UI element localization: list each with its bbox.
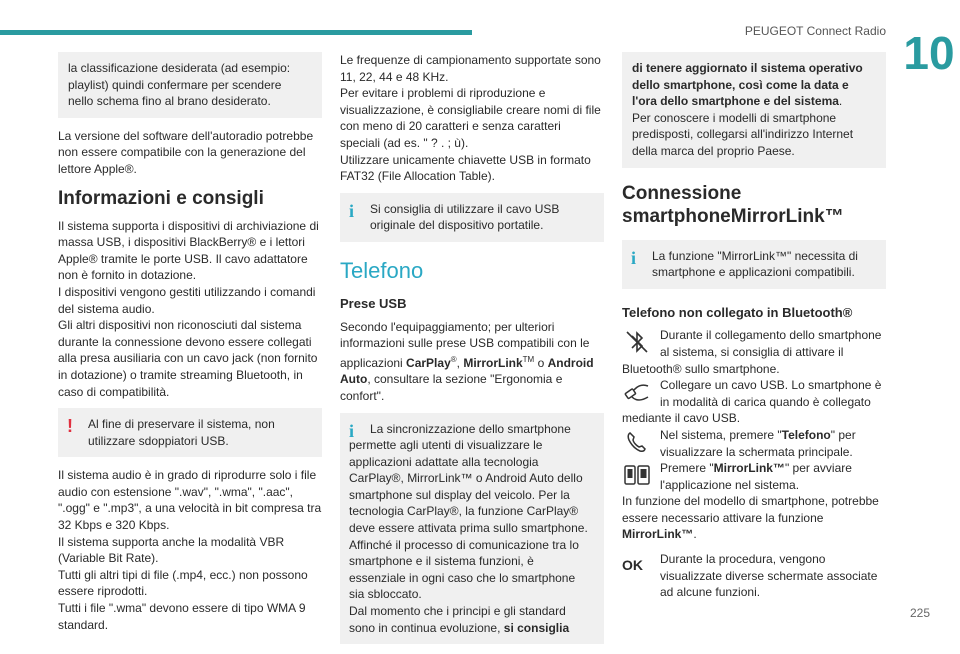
info-box-sync — [340, 413, 604, 645]
section-heading-info: Informazioni e consigli — [58, 187, 264, 209]
info-box — [622, 240, 886, 289]
note-box — [58, 52, 322, 118]
info-box — [340, 193, 604, 242]
chapter-number: 10 — [898, 30, 960, 122]
step-telefono: Nel sistema, premere "Telefono" per visualizzare la schermata principale. — [622, 427, 886, 460]
info-text: Si consiglia di utilizzare il cavo USB originale del dispositivo portatile. — [370, 201, 560, 233]
mirrorlink-icon — [622, 460, 652, 490]
header-title: PEUGEOT Connect Radio — [744, 24, 886, 38]
bluetooth-off-icon — [622, 327, 652, 357]
paragraph: Tutti gli altri tipi di file (.mp4, ecc.) non possono essere riprodotti. — [58, 567, 308, 599]
step-usb: Collegare un cavo USB. Lo smartphone è in modalità di carica quando è collegato mediante il cavo USB. — [622, 378, 882, 426]
paragraph: In funzione del modello di smartphone, potrebbe essere necessario attivare la funzione MirrorLink™. — [622, 494, 879, 542]
paragraph: I dispositivi vengono gestiti utilizzando i comandi del sistema audio. — [58, 284, 316, 316]
usb-cable-icon — [622, 377, 652, 407]
note-text: la classificazione desiderata (ad esempio: playlist) quindi confermare per scendere nello schema fino al brano desiderato. — [68, 61, 291, 109]
paragraph: Gli altri dispositivi non riconosciuti dal sistema durante la connessione devono essere collegati alla presa ausiliaria con un cavo jack (non fornito in dotazione) o tramite streaming Bluetooth, in caso di compatibilità. — [58, 318, 318, 399]
note-box: di tenere aggiornato il sistema operativo dello smartphone, così come la data e l'ora dello smartphone e del sistema. Per conoscere i modelli di smartphone predisposti, collegarsi all'indirizzo Internet della marca del proprio Paese. — [622, 52, 886, 168]
paragraph: Le frequenze di campionamento supportate sono 11, 22, 44 e 48 KHz. — [340, 53, 601, 84]
note-bold-text: di tenere aggiornato il sistema operativo dello smartphone, così come la data e l'ora dello smartphone e del sistema — [632, 61, 863, 109]
info-text: La funzione "MirrorLink™" necessita di smartphone e applicazioni compatibili. — [652, 248, 858, 280]
info-text: Affinché il processo di comunicazione tra lo smartphone e il sistema funzioni, è essenziale in ogni caso che lo smartphone sia sbloccato. — [349, 537, 579, 602]
step-mirrorlink: Premere "MirrorLink™" per avviare l'applicazione nel sistema. — [622, 460, 886, 493]
paragraph: La versione del software dell'autoradio potrebbe non essere compatibile con la generazione del lettore Apple®. — [58, 128, 314, 176]
section-heading-telefono: Telefono — [340, 257, 424, 283]
info-icon: i — [349, 200, 355, 221]
paragraph-usb: Secondo l'equipaggiamento; per ulteriori informazioni sulle prese USB compatibili con le applicazioni CarPlay®, MirrorLink™ o Android Auto, consultare la sezione "Ergonomia e confort". — [340, 319, 594, 403]
note-text: Per conoscere i modelli di smartphone predisposti, collegarsi all'indirizzo Internet della marca del proprio Paese. — [632, 110, 854, 158]
step-ok: OK Durante la procedura, vengono visualizzate diverse schermate associate ad alcune funzioni. — [622, 552, 878, 600]
warning-text: Al fine di preservare il sistema, non utilizzare sdoppiatori USB. — [88, 417, 275, 448]
info-icon: i — [631, 247, 637, 268]
column-3 — [622, 52, 886, 601]
paragraph: Il sistema supporta i dispositivi di archiviazione di massa USB, i dispositivi BlackBerry® e i lettori Apple® tramite le porte USB. Il cavo adattatore non è fornito in dotazione. — [58, 218, 319, 283]
header-bar — [0, 30, 472, 35]
page-number: 225 — [909, 606, 930, 620]
step-bluetooth: Durante il collegamento dello smartphone al sistema, si consiglia di attivare il Bluetooth® sullo smartphone. — [622, 328, 882, 376]
paragraph: Il sistema supporta anche la modalità VBR (Variable Bit Rate). — [58, 534, 285, 566]
paragraph: Il sistema audio è in grado di riprodurre solo i file audio con estensione ".wav", ".wma", ".aac", ".ogg" e ".mp3", a una velocità in bit compresa tra 32 Kbps e 320 Kbps. — [58, 468, 322, 533]
ok-icon: OK — [622, 557, 643, 574]
section-heading-mirrorlink: Connessione smartphoneMirrorLink™ — [622, 182, 844, 227]
info-icon: i — [349, 420, 355, 441]
subheading-prese-usb: Prese USB — [340, 295, 407, 311]
paragraph: Tutti i file ".wma" devono essere di tipo WMA 9 standard. — [58, 601, 306, 632]
subheading-bluetooth: Telefono non collegato in Bluetooth® — [622, 304, 853, 320]
paragraph: Utilizzare unicamente chiavette USB in formato FAT32 (File Allocation Table). — [340, 152, 591, 184]
warning-box — [58, 408, 322, 457]
column-2 — [340, 52, 604, 654]
phone-icon — [622, 427, 652, 457]
info-text: Dal momento che i principi e gli standard sono in continua evoluzione, si consiglia — [349, 604, 570, 635]
info-text: La sincronizzazione dello smartphone permette agli utenti di visualizzare le applicazioni adattate alla tecnologia CarPlay®, MirrorLink™ o Android Auto dello smartphone sul display del veicolo. Per la tecnologia CarPlay®, la funzione CarPlay® deve essere attivata prima sullo smartphone. — [349, 421, 588, 536]
column-1 — [58, 52, 322, 641]
warning-icon: ! — [67, 416, 73, 437]
paragraph: Per evitare i problemi di riproduzione e visualizzazione, è consigliabile creare nomi di file con meno di 20 caratteri e senza caratteri speciali (ad es. " ? . ; ù). — [340, 86, 601, 150]
